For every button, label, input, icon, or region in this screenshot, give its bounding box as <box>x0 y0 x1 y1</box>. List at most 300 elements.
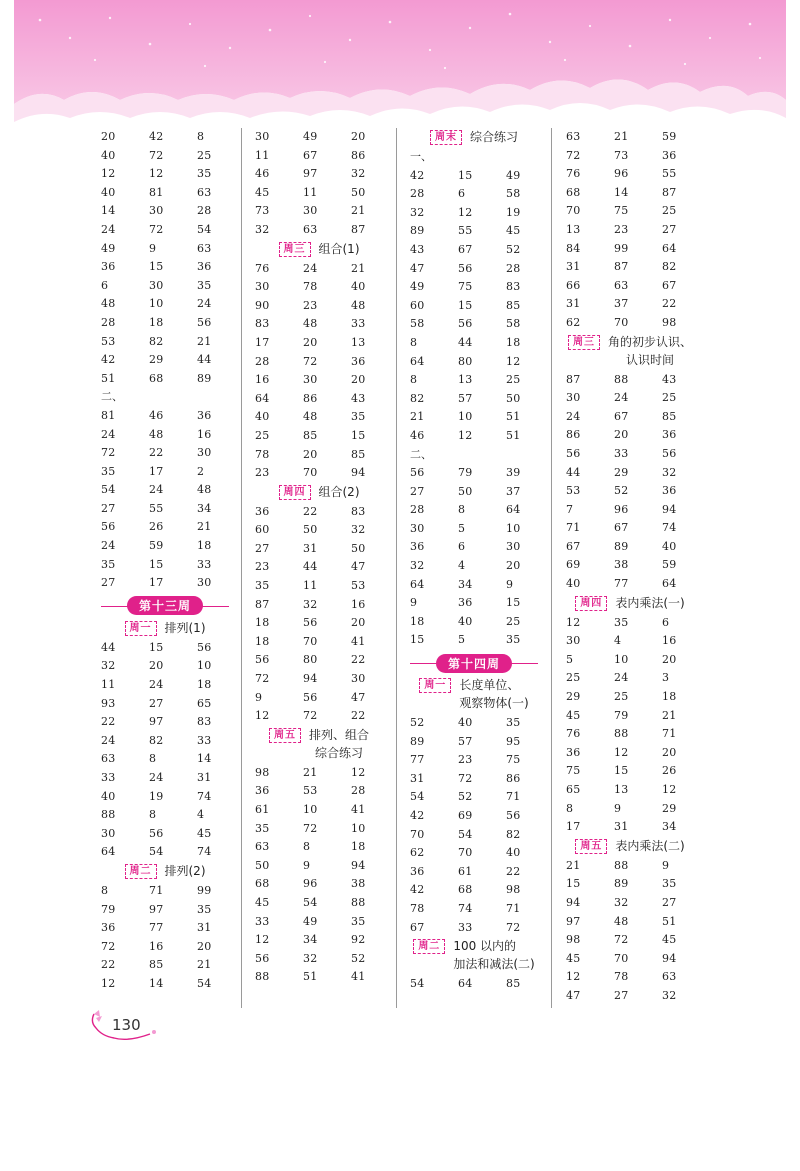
answer-value: 76 <box>566 727 581 741</box>
answer-value: 43 <box>351 391 366 405</box>
answer-value: 20 <box>351 373 366 387</box>
answer-value: 42 <box>101 353 116 367</box>
answer-value: 51 <box>506 410 521 424</box>
answer-value: 67 <box>614 409 629 423</box>
answer-value: 24 <box>566 409 581 423</box>
answer-row <box>101 882 229 901</box>
answer-value: 32 <box>662 988 677 1002</box>
answer-value: 52 <box>410 716 425 730</box>
answer-value: 14 <box>197 752 212 766</box>
day-title-line: 长度单位、 <box>459 678 520 693</box>
answer-value: 25 <box>506 373 521 387</box>
answer-value: 68 <box>458 883 473 897</box>
answer-row <box>255 801 383 820</box>
answer-row <box>101 919 229 938</box>
answer-value: 3 <box>662 671 670 685</box>
day-title-line: 综合练习 <box>469 130 518 144</box>
answer-row <box>566 857 694 876</box>
answer-value: 85 <box>506 298 521 312</box>
answer-value: 17 <box>149 464 164 478</box>
answer-value: 94 <box>303 672 318 686</box>
answer-value: 13 <box>614 783 629 796</box>
answer-value: 12 <box>662 783 677 796</box>
answer-value: 82 <box>149 733 164 747</box>
answer-row <box>410 613 538 632</box>
answer-value: 88 <box>101 808 116 822</box>
answer-value: 24 <box>101 539 116 553</box>
answer-value: 56 <box>662 446 677 460</box>
answer-row <box>566 295 694 314</box>
answer-value: 32 <box>255 222 270 236</box>
answer-value: 40 <box>101 789 116 803</box>
day-tag: 周二 <box>413 939 445 954</box>
answer-value: 54 <box>410 977 425 991</box>
answer-value: 85 <box>149 958 164 972</box>
answer-value: 27 <box>255 541 270 555</box>
answer-value: 81 <box>101 408 116 422</box>
answer-value: 70 <box>410 827 425 841</box>
answer-row <box>566 128 694 147</box>
answer-value: 29 <box>566 690 581 704</box>
day-title <box>615 837 684 855</box>
answer-value: 15 <box>149 640 164 654</box>
answer-value: 23 <box>303 298 318 312</box>
answer-value: 95 <box>506 734 521 748</box>
answer-value: 27 <box>662 222 677 236</box>
answer-value: 15 <box>410 633 425 647</box>
answer-value: 64 <box>410 577 425 591</box>
answer-row <box>255 558 383 577</box>
answer-value: 16 <box>351 597 366 611</box>
answer-row <box>255 651 383 670</box>
answer-row <box>255 464 383 483</box>
answer-value: 74 <box>197 789 212 803</box>
answer-value: 22 <box>351 709 366 723</box>
answer-value: 48 <box>101 297 116 311</box>
answer-value: 50 <box>351 185 366 199</box>
answer-value: 28 <box>410 187 425 201</box>
answer-value: 74 <box>458 901 473 915</box>
answer-value: 75 <box>566 764 581 778</box>
answer-value: 27 <box>662 895 677 909</box>
answer-value: 72 <box>101 939 116 953</box>
answer-value: 10 <box>458 410 473 424</box>
answer-value: 52 <box>614 484 629 498</box>
answer-row <box>101 277 229 296</box>
answer-value: 29 <box>614 465 629 479</box>
answer-row <box>410 483 538 502</box>
answer-row <box>410 185 538 204</box>
answer-value: 33 <box>197 733 212 747</box>
answer-row <box>566 781 694 800</box>
answer-value: 68 <box>149 371 164 385</box>
answer-value: 25 <box>614 690 629 704</box>
answer-value: 53 <box>303 784 318 798</box>
answer-value: 87 <box>351 222 366 236</box>
answer-value: 75 <box>506 753 521 767</box>
answer-value: 16 <box>197 427 212 441</box>
answer-value: 64 <box>410 354 425 368</box>
answer-value: 67 <box>614 521 629 535</box>
answer-value: 57 <box>458 391 473 405</box>
answer-value: 68 <box>566 185 581 199</box>
day-tag: 周二 <box>125 864 157 879</box>
answer-row <box>255 540 383 559</box>
answer-row <box>101 184 229 203</box>
answer-row <box>255 968 383 987</box>
answer-value: 79 <box>458 466 473 480</box>
answer-value: 26 <box>149 520 164 534</box>
answer-row <box>410 427 538 446</box>
answer-row <box>255 838 383 857</box>
answer-value: 54 <box>303 895 318 909</box>
answer-row <box>101 221 229 240</box>
answer-row <box>255 764 383 783</box>
answer-value: 94 <box>662 951 677 965</box>
answer-value: 32 <box>410 559 425 573</box>
answer-value: 71 <box>566 521 581 535</box>
answer-value: 82 <box>662 260 677 274</box>
answer-row <box>101 825 229 844</box>
answer-row <box>410 826 538 845</box>
answer-value: 36 <box>410 540 425 554</box>
answer-value: 20 <box>506 559 521 573</box>
answer-value: 79 <box>614 708 629 722</box>
answer-value: 24 <box>614 671 629 685</box>
answer-value: 83 <box>197 715 212 729</box>
answer-value: 5 <box>566 652 574 666</box>
answer-value: 24 <box>149 678 164 692</box>
answer-value: 73 <box>255 204 270 218</box>
answer-value: 86 <box>566 428 581 442</box>
answer-row <box>255 315 383 334</box>
day-tag: 周末 <box>430 130 462 145</box>
answer-value: 49 <box>506 168 521 182</box>
answer-row <box>101 500 229 519</box>
answer-value: 54 <box>197 222 212 236</box>
day-title-line: 表内乘法(二) <box>615 838 685 853</box>
answer-value: 48 <box>149 427 164 441</box>
answer-value: 11 <box>303 185 318 199</box>
answer-row <box>410 919 538 938</box>
answer-value: 83 <box>506 280 521 294</box>
answer-value: 47 <box>410 261 425 275</box>
answer-value: 32 <box>662 465 677 479</box>
answer-value: 36 <box>458 596 473 610</box>
answer-value: 36 <box>197 260 212 274</box>
answer-value: 38 <box>614 558 629 572</box>
answer-value: 97 <box>303 167 318 181</box>
answer-value: 56 <box>197 640 212 654</box>
answer-value: 20 <box>149 659 164 673</box>
answer-value: 12 <box>101 167 116 181</box>
answer-value: 17 <box>566 820 581 834</box>
answer-value: 62 <box>410 846 425 860</box>
answer-row <box>410 733 538 752</box>
answer-row <box>101 713 229 732</box>
answer-row <box>410 167 538 186</box>
answer-value: 32 <box>101 659 116 673</box>
answer-value: 23 <box>255 560 270 574</box>
answer-value: 50 <box>351 541 366 555</box>
answer-row <box>101 788 229 807</box>
answer-value: 42 <box>410 809 425 822</box>
day-tag: 周三 <box>279 242 311 257</box>
answer-value: 46 <box>255 167 270 181</box>
answer-value: 28 <box>197 204 212 218</box>
answer-value: 55 <box>149 501 164 515</box>
answer-value: 36 <box>410 864 425 878</box>
answer-value: 57 <box>458 734 473 748</box>
answer-value: 56 <box>255 653 270 667</box>
answer-value: 85 <box>303 428 318 442</box>
answer-value: 75 <box>458 280 473 294</box>
answer-value: 8 <box>410 335 418 349</box>
answer-value: 56 <box>149 826 164 840</box>
answer-value: 31 <box>197 771 212 784</box>
answer-value: 74 <box>662 521 677 535</box>
answer-value: 13 <box>458 373 473 387</box>
day-header <box>101 619 229 639</box>
header-banner <box>0 0 800 135</box>
answer-value: 53 <box>351 579 366 593</box>
answer-value: 87 <box>255 597 270 611</box>
day-header <box>410 937 538 975</box>
answer-value: 30 <box>197 576 212 590</box>
answer-value: 40 <box>662 539 677 553</box>
answer-value: 49 <box>303 914 318 928</box>
answer-value: 47 <box>351 560 366 574</box>
answer-value: 42 <box>410 883 425 897</box>
week-header <box>101 593 229 619</box>
answer-value: 41 <box>351 970 366 984</box>
answer-value: 32 <box>303 951 318 965</box>
day-header <box>255 483 383 503</box>
answer-value: 30 <box>255 280 270 294</box>
answer-value: 16 <box>255 373 270 387</box>
answer-row <box>255 371 383 390</box>
answer-value: 40 <box>255 410 270 424</box>
answer-value: 64 <box>662 577 677 591</box>
answer-row <box>101 938 229 957</box>
answer-value: 74 <box>197 845 212 859</box>
answer-value: 89 <box>614 877 629 891</box>
answer-value: 43 <box>662 372 677 386</box>
answer-value: 56 <box>101 520 116 534</box>
answer-value: 32 <box>351 167 366 181</box>
answer-value: 8 <box>303 840 311 854</box>
answer-value: 25 <box>255 428 270 442</box>
answer-row <box>255 633 383 652</box>
answer-row <box>101 258 229 277</box>
answer-value: 72 <box>506 920 521 934</box>
answer-value: 77 <box>149 921 164 935</box>
answer-value: 32 <box>614 895 629 909</box>
day-tag: 周一 <box>125 621 157 636</box>
answer-row <box>566 688 694 707</box>
answer-value: 54 <box>149 845 164 859</box>
day-title <box>470 128 518 146</box>
answer-value: 98 <box>255 765 270 779</box>
day-title <box>453 937 534 973</box>
answer-value: 35 <box>662 877 677 891</box>
answer-value: 31 <box>566 260 581 274</box>
answer-value: 70 <box>303 634 318 648</box>
section-label: 二、 <box>101 390 123 404</box>
answer-value: 72 <box>614 933 629 947</box>
day-title <box>319 483 360 501</box>
answer-value: 21 <box>197 958 212 972</box>
section-label: 一、 <box>410 150 432 163</box>
answer-value: 18 <box>197 539 212 553</box>
answer-value: 45 <box>662 933 677 947</box>
answer-row <box>101 444 229 463</box>
answer-value: 40 <box>101 148 116 162</box>
answer-value: 52 <box>351 951 366 965</box>
answer-value: 51 <box>662 914 677 928</box>
answer-value: 12 <box>101 976 116 990</box>
answer-value: 72 <box>101 446 116 460</box>
answer-value: 15 <box>458 298 473 312</box>
answer-row <box>255 913 383 932</box>
answer-row <box>566 277 694 296</box>
answer-value: 62 <box>566 315 581 329</box>
answer-value: 18 <box>351 840 366 854</box>
answer-value: 18 <box>506 335 521 349</box>
answer-value: 86 <box>351 148 366 162</box>
answer-value: 8 <box>149 808 157 822</box>
answer-value: 87 <box>662 185 677 199</box>
answer-row <box>255 221 383 240</box>
day-header <box>566 333 694 371</box>
answer-value: 30 <box>351 672 366 686</box>
answer-row <box>101 769 229 788</box>
answer-value: 24 <box>614 391 629 405</box>
answer-row <box>410 334 538 353</box>
answer-value: 50 <box>506 391 521 405</box>
answer-value: 45 <box>255 185 270 199</box>
answer-row <box>101 975 229 994</box>
answer-row <box>101 333 229 352</box>
answer-value: 27 <box>410 484 425 498</box>
answer-row <box>566 987 694 1006</box>
answer-value: 36 <box>101 921 116 935</box>
answer-column-2 <box>255 128 383 987</box>
answer-row <box>410 297 538 316</box>
answer-value: 26 <box>662 764 677 778</box>
week-title: 第十三周 <box>127 596 203 615</box>
day-tag: 周三 <box>568 335 600 350</box>
answer-value: 13 <box>566 222 581 236</box>
answer-value: 94 <box>566 895 581 909</box>
answer-value: 72 <box>149 148 164 162</box>
answer-value: 20 <box>614 428 629 442</box>
answer-value: 54 <box>101 483 116 497</box>
answer-value: 56 <box>255 951 270 965</box>
answer-value: 54 <box>410 790 425 804</box>
answer-value: 67 <box>566 539 581 553</box>
answer-value: 16 <box>662 634 677 648</box>
answer-row <box>255 670 383 689</box>
answer-value: 14 <box>614 185 629 199</box>
answer-value: 60 <box>410 298 425 312</box>
answer-value: 14 <box>149 976 164 990</box>
day-title-line: 表内乘法(一) <box>615 595 685 610</box>
answer-value: 36 <box>662 484 677 498</box>
answer-row <box>410 390 538 409</box>
answer-value: 10 <box>149 297 164 311</box>
day-title-line: 认识时间 <box>625 352 674 367</box>
day-title-line: 组合(2) <box>318 484 360 499</box>
answer-value: 78 <box>614 970 629 984</box>
answer-value: 80 <box>458 354 473 368</box>
day-title <box>319 240 360 258</box>
answer-value: 17 <box>149 576 164 590</box>
day-header <box>566 594 694 614</box>
answer-value: 98 <box>506 883 521 897</box>
answer-value: 22 <box>149 446 164 460</box>
answer-value: 36 <box>101 260 116 274</box>
answer-value: 64 <box>458 977 473 991</box>
answer-column-3 <box>410 128 538 994</box>
answer-value: 40 <box>506 846 521 860</box>
answer-row <box>566 575 694 594</box>
answer-value: 55 <box>662 167 677 181</box>
answer-value: 86 <box>303 391 318 405</box>
answer-row <box>566 725 694 744</box>
answer-row <box>255 128 383 147</box>
answer-row <box>255 521 383 540</box>
answer-row <box>255 260 383 279</box>
answer-row <box>566 426 694 445</box>
answer-value: 39 <box>506 466 521 480</box>
answer-value: 20 <box>101 130 116 143</box>
answer-value: 30 <box>149 204 164 218</box>
answer-value: 46 <box>410 428 425 442</box>
answer-value: 21 <box>662 708 677 722</box>
answer-row <box>410 975 538 994</box>
answer-value: 63 <box>101 752 116 766</box>
answer-row <box>566 875 694 894</box>
answer-value: 59 <box>149 539 164 553</box>
answer-value: 12 <box>255 933 270 947</box>
answer-value: 15 <box>458 168 473 182</box>
answer-row <box>410 222 538 241</box>
answer-value: 36 <box>566 745 581 759</box>
answer-value: 40 <box>566 577 581 591</box>
answer-row <box>101 426 229 445</box>
answer-value: 20 <box>351 616 366 630</box>
answer-value: 96 <box>303 877 318 891</box>
day-title-line: 组合(1) <box>318 241 360 256</box>
answer-value: 94 <box>351 858 366 872</box>
day-title-line: 排列、组合 <box>308 727 369 742</box>
day-header <box>101 862 229 882</box>
answer-row <box>410 770 538 789</box>
answer-value: 18 <box>255 634 270 648</box>
answer-value: 71 <box>506 901 521 915</box>
answer-value: 89 <box>614 539 629 553</box>
answer-row <box>101 165 229 184</box>
answer-value: 30 <box>566 634 581 648</box>
answer-value: 20 <box>662 652 677 666</box>
answer-row <box>410 900 538 919</box>
answer-row <box>566 632 694 651</box>
answer-value: 15 <box>149 260 164 274</box>
answer-value: 28 <box>101 315 116 329</box>
answer-value: 52 <box>506 242 521 256</box>
answer-value: 98 <box>566 933 581 947</box>
